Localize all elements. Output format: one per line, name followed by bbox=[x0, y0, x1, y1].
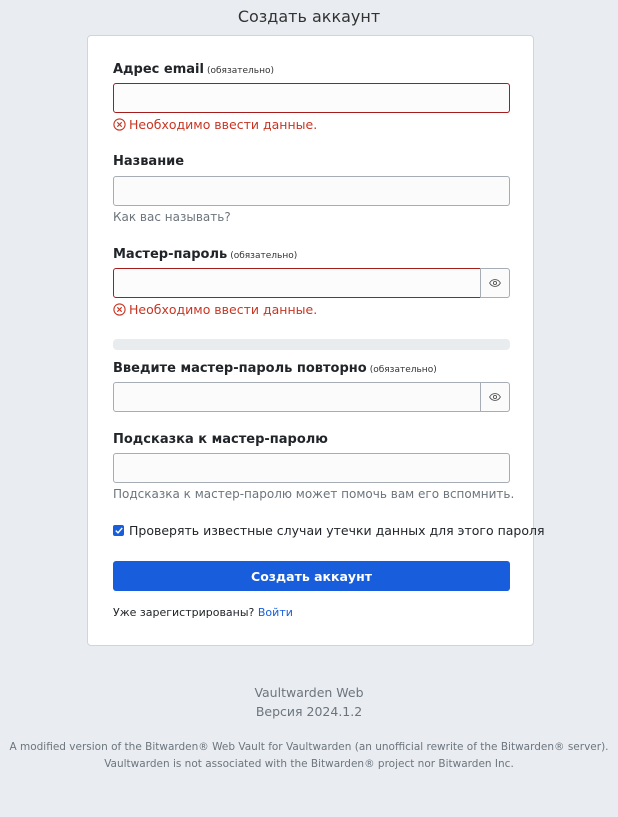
footer-version: Версия 2024.1.2 bbox=[255, 704, 363, 719]
password-hint-input[interactable] bbox=[113, 453, 510, 483]
register-form-card bbox=[87, 35, 545, 646]
login-link[interactable]: Войти bbox=[257, 606, 293, 619]
master-password-input[interactable] bbox=[113, 268, 481, 298]
footer-app-name: Vaultwarden Web bbox=[254, 685, 364, 700]
confirm-password-label bbox=[113, 361, 437, 376]
create-account-button[interactable]: Создать аккаунт bbox=[113, 561, 510, 591]
master-password-label-text: Мастер-пароль bbox=[113, 247, 228, 262]
password-hint-help: Подсказка к мастер-паролю может помочь вам его вспомнить. bbox=[113, 487, 515, 501]
eye-icon bbox=[489, 393, 501, 401]
name-label: Название bbox=[113, 154, 185, 169]
eye-icon bbox=[489, 279, 501, 287]
login-prompt-text: Уже зарегистрированы? bbox=[113, 606, 255, 619]
master-password-label bbox=[113, 247, 297, 262]
footer-note-line1: A modified version of the Bitwarden® Web Vault for Vaultwarden (an unofficial rewrite of the Bitwarden® server). bbox=[9, 741, 609, 753]
master-password-toggle-button[interactable] bbox=[480, 268, 510, 298]
confirm-password-toggle-button[interactable] bbox=[480, 382, 510, 412]
master-password-error-text: Необходимо ввести данные. bbox=[129, 302, 318, 317]
breach-check-label[interactable]: Проверять известные случаи утечки данных для этого пароля bbox=[129, 523, 545, 538]
checkmark-icon bbox=[115, 527, 123, 534]
email-input[interactable] bbox=[113, 83, 510, 113]
confirm-password-label-text: Введите мастер-пароль повторно bbox=[113, 361, 367, 376]
master-password-required-marker: (обязательно) bbox=[230, 251, 298, 261]
email-label bbox=[113, 62, 274, 77]
page-title: Создать аккаунт bbox=[237, 7, 381, 26]
login-prompt bbox=[113, 606, 293, 619]
confirm-password-input[interactable] bbox=[113, 382, 481, 412]
breach-check-checkbox[interactable] bbox=[113, 525, 124, 536]
email-label-text: Адрес email bbox=[113, 62, 204, 77]
email-error bbox=[113, 117, 317, 132]
footer-note-line2: Vaultwarden is not associated with the Bitwarden® project nor Bitwarden Inc. bbox=[104, 758, 514, 770]
name-hint: Как вас называть? bbox=[113, 210, 231, 224]
master-password-error bbox=[113, 302, 317, 317]
error-circle-icon bbox=[113, 118, 126, 131]
breach-check-row bbox=[113, 523, 545, 538]
password-hint-label: Подсказка к мастер-паролю bbox=[113, 432, 328, 447]
name-input[interactable] bbox=[113, 176, 510, 206]
email-required-marker: (обязательно) bbox=[206, 66, 274, 76]
confirm-password-required-marker: (обязательно) bbox=[369, 365, 437, 375]
error-circle-icon bbox=[113, 303, 126, 316]
email-error-text: Необходимо ввести данные. bbox=[129, 117, 318, 132]
password-strength-bar bbox=[113, 339, 510, 350]
